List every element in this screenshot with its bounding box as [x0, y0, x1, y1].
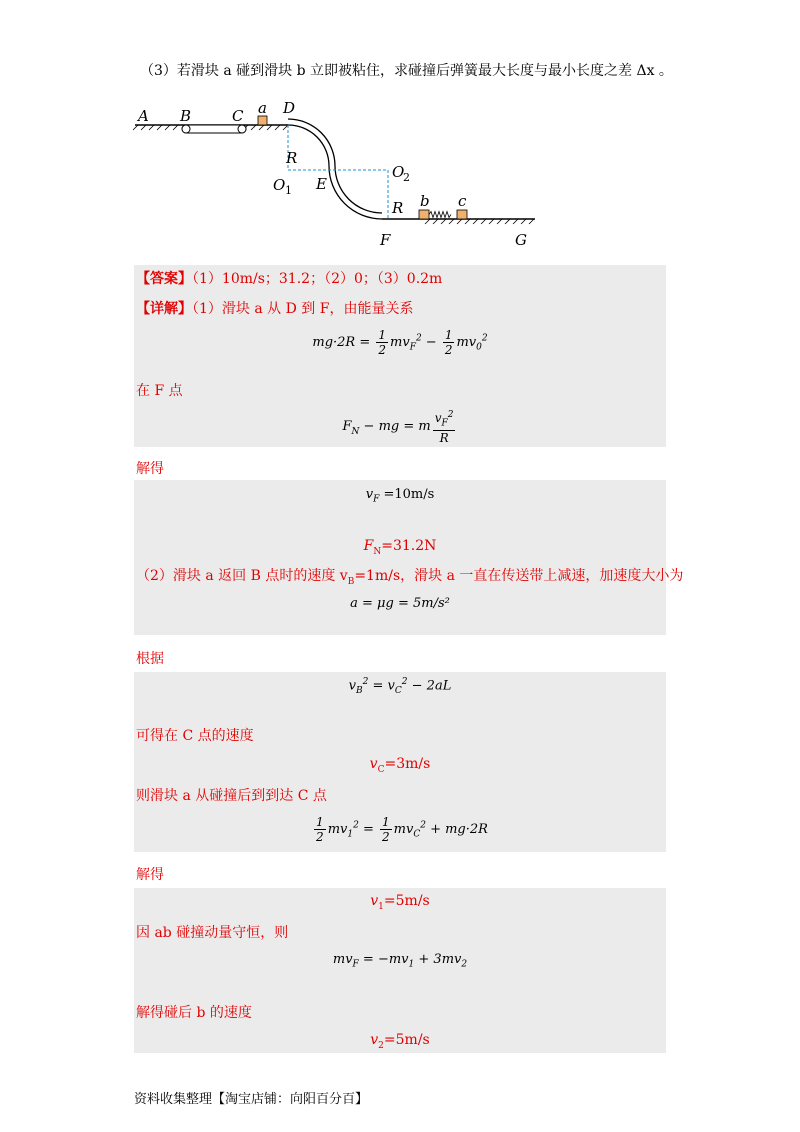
detail-line: [136, 298, 413, 318]
vF-value: $v_F =10m/s$: [365, 487, 435, 505]
kinematics-eq: $v_B^2 = v_C^2 - 2aL$: [348, 677, 452, 696]
label-c: c: [458, 192, 467, 210]
v2-value: $v_2=5m/s$: [370, 1032, 430, 1051]
label-D: D: [283, 99, 296, 117]
vC-value: $v_C=3m/s$: [369, 756, 431, 775]
solve-2: 解得: [136, 867, 164, 883]
FN-value: $F_N=31.2N$: [363, 538, 437, 557]
label-R1: R: [286, 149, 298, 167]
after-b: 解得碰后 b 的速度: [136, 1005, 252, 1021]
momentum-intro: 因 ab 碰撞动量守恒，则: [136, 925, 289, 941]
detail-tag: 【详解】: [136, 301, 192, 317]
v1-value: $v_1=5m/s$: [370, 893, 430, 912]
label-B: B: [180, 107, 192, 125]
solution-box-3: [134, 888, 666, 1053]
answer-text: （1）10m/s；31.2；（2）0；（3）0.2m: [192, 271, 443, 287]
label-b: b: [420, 192, 430, 210]
label-O1-sub: 1: [285, 184, 292, 197]
answer-line: [136, 268, 442, 288]
label-E: E: [316, 175, 327, 193]
label-F: F: [380, 231, 391, 249]
track-diagram: [130, 95, 550, 255]
equation-normal-force: $F_N$ − mg = m $\frac{v_F^2}{R}$: [342, 410, 454, 446]
at-C: 可得在 C 点的速度: [136, 728, 254, 744]
solve-1: 解得: [136, 461, 164, 477]
label-A: A: [138, 107, 149, 125]
answer-tag: 【答案】: [136, 271, 192, 287]
label-C: C: [232, 107, 244, 125]
basis: 根据: [136, 651, 164, 667]
label-R2: R: [392, 199, 404, 217]
at-F: 在 F 点: [136, 383, 183, 399]
equation-energy: mg·2R = $\frac{1}{2}$ $mv_F^2$ − $\frac{1}{2}$ $mv_0^2$: [312, 328, 488, 357]
label-O2: O: [392, 163, 405, 181]
momentum-eq: $mv_F = -mv_1 + 3mv_2$: [332, 952, 468, 970]
footer-text: 资料收集整理【淘宝店铺：向阳百分百】: [134, 1092, 369, 1107]
label-a: a: [258, 99, 267, 117]
detail-intro: （1）滑块 a 从 D 到 F，由能量关系: [192, 301, 414, 317]
part-2: （2）滑块 a 返回 B 点时的速度 $v_B=1m/s$，滑块 a 一直在传送带上减速，加速度大小为: [136, 568, 684, 587]
label-G: G: [515, 231, 527, 249]
question-3: （3）若滑块 a 碰到滑块 b 立即被粘住，求碰撞后弹簧最大长度与最小长度之差 Δx 。: [140, 63, 673, 79]
energy-eq-2: $\frac{1}{2}$ $mv_1^2$ = $\frac{1}{2}$ $mv_C^2 + mg\cdot 2R$: [316, 815, 488, 844]
then-line: 则滑块 a 从碰撞后到到达 C 点: [136, 788, 327, 804]
label-O1: O: [273, 176, 286, 194]
acceleration: a = μg = 5m/s²: [350, 596, 450, 611]
label-O2-sub: 2: [403, 171, 410, 184]
